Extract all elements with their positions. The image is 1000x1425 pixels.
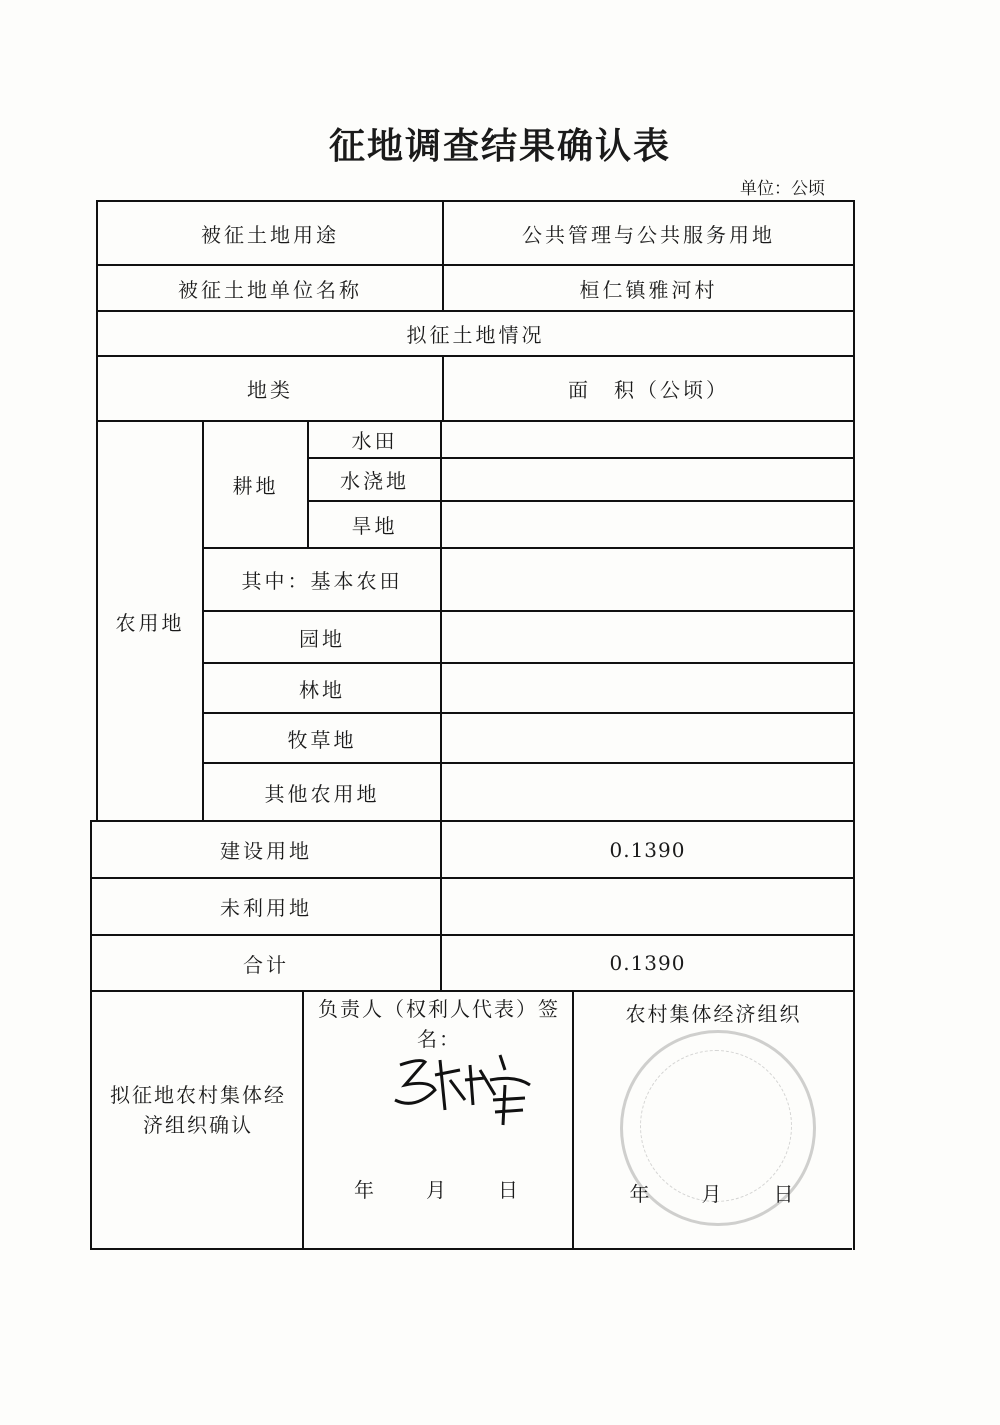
confirmation-label: 拟征地农村集体经济组织确认 bbox=[110, 1083, 286, 1137]
forest-label: 林地 bbox=[299, 677, 345, 702]
signer-label: 负责人（权利人代表）签名： bbox=[318, 997, 560, 1051]
org-date: 年 月 日 bbox=[629, 1181, 798, 1206]
handwritten-signature bbox=[385, 1040, 545, 1130]
unused-value bbox=[442, 879, 853, 934]
area-header: 面 积（公顷） bbox=[568, 378, 729, 402]
agricultural-label: 农用地 bbox=[115, 610, 185, 635]
construction-value: 0.1390 bbox=[609, 837, 686, 862]
situation-header: 拟征土地情况 bbox=[406, 323, 545, 347]
land-type-header: 地类 bbox=[247, 378, 293, 402]
usage-value: 公共管理与公共服务用地 bbox=[522, 222, 775, 247]
garden-label: 园地 bbox=[299, 626, 345, 651]
other-agri-label: 其他农用地 bbox=[264, 781, 380, 806]
unit-label: 单位：公顷 bbox=[740, 179, 825, 199]
org-label: 农村集体经济组织 bbox=[625, 1001, 802, 1026]
total-value: 0.1390 bbox=[609, 951, 686, 975]
usage-label: 被征土地用途 bbox=[201, 222, 339, 247]
unit-name-label: 被征土地单位名称 bbox=[178, 277, 362, 302]
dry-label: 旱地 bbox=[351, 514, 398, 538]
paddy-label: 水田 bbox=[351, 429, 398, 453]
unit-name-value: 桓仁镇雅河村 bbox=[579, 277, 718, 302]
signer-date: 年 月 日 bbox=[354, 1177, 522, 1202]
page-title: 征地调查结果确认表 bbox=[328, 126, 671, 167]
construction-label: 建设用地 bbox=[220, 839, 312, 863]
pasture-label: 牧草地 bbox=[287, 727, 357, 752]
cultivated-label: 耕地 bbox=[232, 474, 279, 498]
basic-farmland-label: 其中：基本农田 bbox=[241, 569, 403, 593]
unused-label: 未利用地 bbox=[220, 896, 312, 920]
total-label: 合计 bbox=[243, 952, 289, 977]
irrigated-label: 水浇地 bbox=[340, 469, 409, 493]
